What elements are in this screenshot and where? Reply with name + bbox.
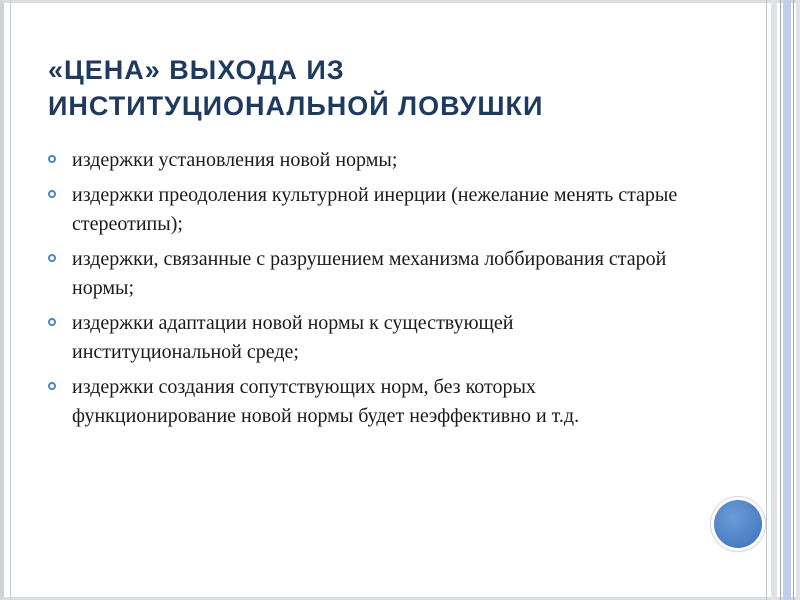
bullet-circle-icon <box>48 190 56 198</box>
stripe-line <box>780 0 781 600</box>
bullet-item <box>46 146 686 175</box>
stripe-band-blue <box>783 0 791 600</box>
bullet-circle-icon <box>48 155 56 163</box>
bullet-circle-icon <box>48 382 56 390</box>
bullet-item <box>46 309 686 367</box>
bullet-list <box>46 146 686 437</box>
bullet-text: издержки установления новой нормы; <box>72 149 398 171</box>
bullet-circle-icon <box>48 318 56 326</box>
bullet-item <box>46 181 686 239</box>
bullet-text: издержки адаптации новой нормы к существующей институциональной среде; <box>72 312 514 363</box>
bullet-item <box>46 373 686 431</box>
decorative-circle-icon <box>714 500 762 548</box>
stripe-line <box>793 0 794 600</box>
bullet-text: издержки создания сопутствующих норм, без которых функционирование новой нормы будет неэффективно и т.д. <box>72 376 580 427</box>
left-border-line <box>10 0 11 600</box>
slide-title: «ЦЕНА» ВЫХОДА ИЗ ИНСТИТУЦИОНАЛЬНОЙ ЛОВУШКИ <box>48 55 544 121</box>
stripe-band <box>796 0 800 600</box>
bullet-circle-icon <box>48 254 56 262</box>
bullet-text: издержки, связанные с разрушением механизма лоббирования старой нормы; <box>72 248 667 299</box>
stripe-band <box>771 0 777 600</box>
bullet-item <box>46 245 686 303</box>
bullet-text: издержки преодоления культурной инерции (нежелание менять старые стереотипы); <box>72 184 678 235</box>
stripe-line <box>766 0 767 600</box>
right-decorative-stripe <box>766 0 800 600</box>
